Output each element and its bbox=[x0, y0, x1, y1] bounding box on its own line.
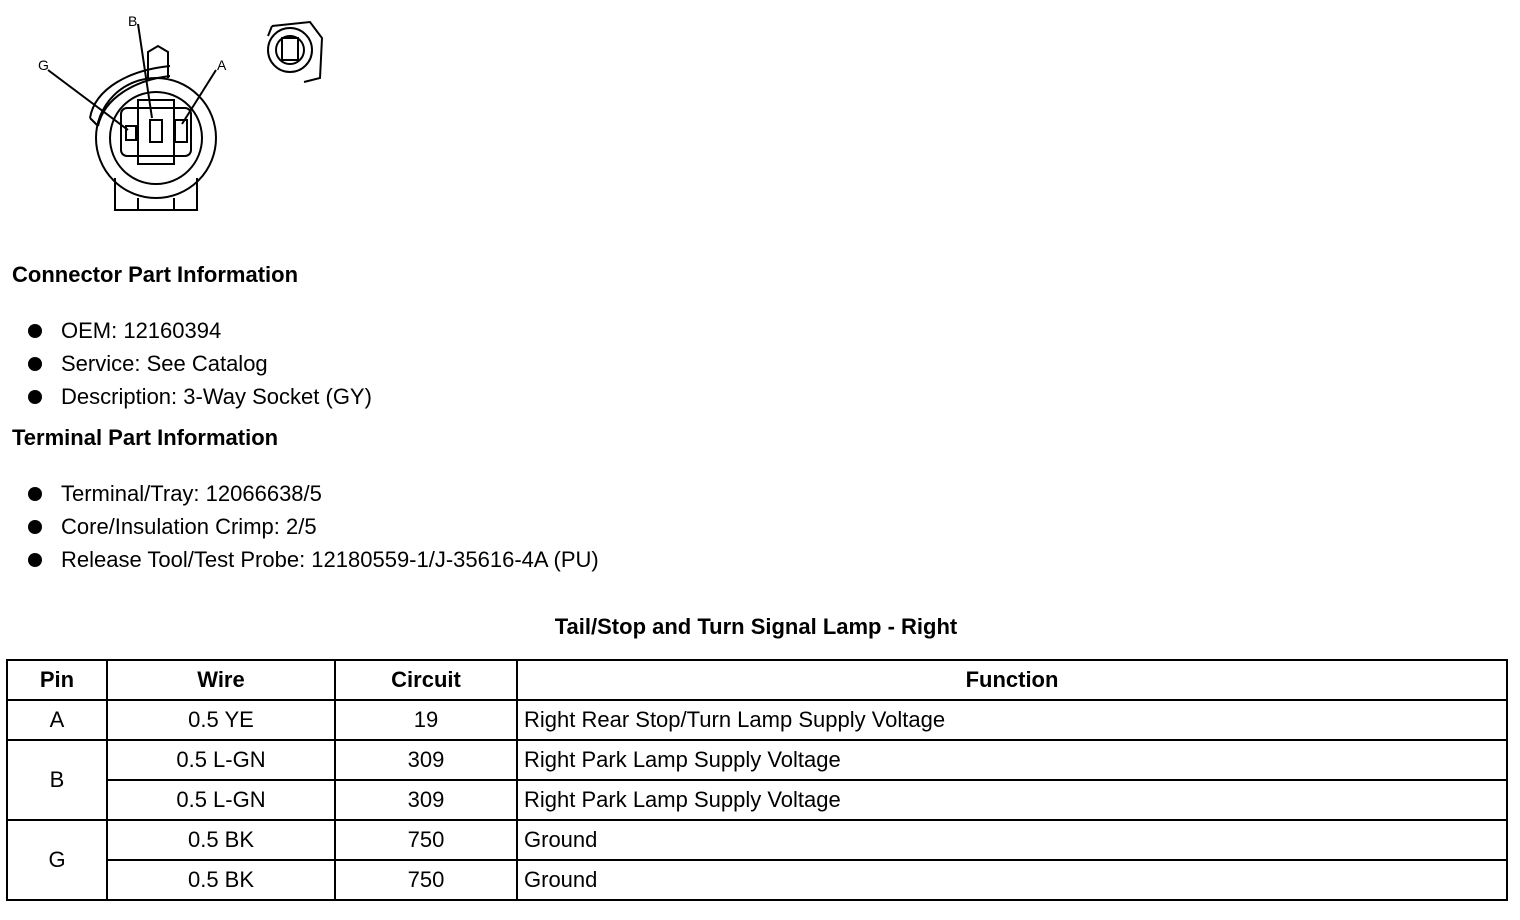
table-row bbox=[7, 860, 1507, 900]
cell-function: Right Rear Stop/Turn Lamp Supply Voltage bbox=[517, 700, 1507, 740]
cell-circuit: 750 bbox=[335, 820, 517, 860]
connector-description: Description: 3-Way Socket (GY) bbox=[61, 384, 372, 409]
header-circuit: Circuit bbox=[335, 660, 517, 700]
connector-oem: OEM: 12160394 bbox=[61, 318, 222, 343]
table-header-row bbox=[7, 660, 1507, 700]
cell-wire: 0.5 BK bbox=[107, 820, 335, 860]
terminal-info-heading: Terminal Part Information bbox=[12, 425, 279, 450]
cell-wire: 0.5 BK bbox=[107, 860, 335, 900]
table-row bbox=[7, 820, 1507, 860]
bullet-icon bbox=[28, 487, 42, 501]
connector-info-list bbox=[28, 314, 372, 413]
list-item bbox=[28, 380, 372, 413]
pin-label-g: G bbox=[38, 57, 49, 73]
list-item bbox=[28, 543, 599, 576]
pin-label-a: A bbox=[217, 57, 227, 73]
terminal-crimp: Core/Insulation Crimp: 2/5 bbox=[61, 514, 317, 539]
header-wire: Wire bbox=[107, 660, 335, 700]
cell-pin: G bbox=[7, 820, 107, 900]
pin-label-b: B bbox=[128, 13, 138, 29]
cell-function: Ground bbox=[517, 820, 1507, 860]
cell-circuit: 309 bbox=[335, 780, 517, 820]
cell-function: Ground bbox=[517, 860, 1507, 900]
header-pin: Pin bbox=[7, 660, 107, 700]
cell-function: Right Park Lamp Supply Voltage bbox=[517, 780, 1507, 820]
pin-table bbox=[6, 659, 1508, 901]
bullet-icon bbox=[28, 390, 42, 404]
terminal-tray: Terminal/Tray: 12066638/5 bbox=[61, 481, 322, 506]
cell-pin: B bbox=[7, 740, 107, 820]
cell-circuit: 309 bbox=[335, 740, 517, 780]
table-row bbox=[7, 780, 1507, 820]
connector-diagram bbox=[20, 8, 360, 218]
list-item bbox=[28, 314, 372, 347]
cell-circuit: 750 bbox=[335, 860, 517, 900]
connector-service: Service: See Catalog bbox=[61, 351, 268, 376]
bullet-icon bbox=[28, 520, 42, 534]
table-title: Tail/Stop and Turn Signal Lamp - Right bbox=[554, 614, 958, 639]
bullet-icon bbox=[28, 324, 42, 338]
terminal-release-tool: Release Tool/Test Probe: 12180559-1/J-35616-4A (PU) bbox=[61, 547, 599, 572]
bullet-icon bbox=[28, 553, 42, 567]
cell-function: Right Park Lamp Supply Voltage bbox=[517, 740, 1507, 780]
connector-face-icon bbox=[20, 8, 360, 218]
list-item bbox=[28, 510, 599, 543]
cell-wire: 0.5 L-GN bbox=[107, 780, 335, 820]
table-row bbox=[7, 700, 1507, 740]
terminal-info-list bbox=[28, 477, 599, 576]
cell-circuit: 19 bbox=[335, 700, 517, 740]
cell-wire: 0.5 YE bbox=[107, 700, 335, 740]
header-function: Function bbox=[517, 660, 1507, 700]
cell-wire: 0.5 L-GN bbox=[107, 740, 335, 780]
cell-pin: A bbox=[7, 700, 107, 740]
list-item bbox=[28, 477, 599, 510]
list-item bbox=[28, 347, 372, 380]
table-row bbox=[7, 740, 1507, 780]
connector-info-heading: Connector Part Information bbox=[12, 262, 299, 287]
bullet-icon bbox=[28, 357, 42, 371]
